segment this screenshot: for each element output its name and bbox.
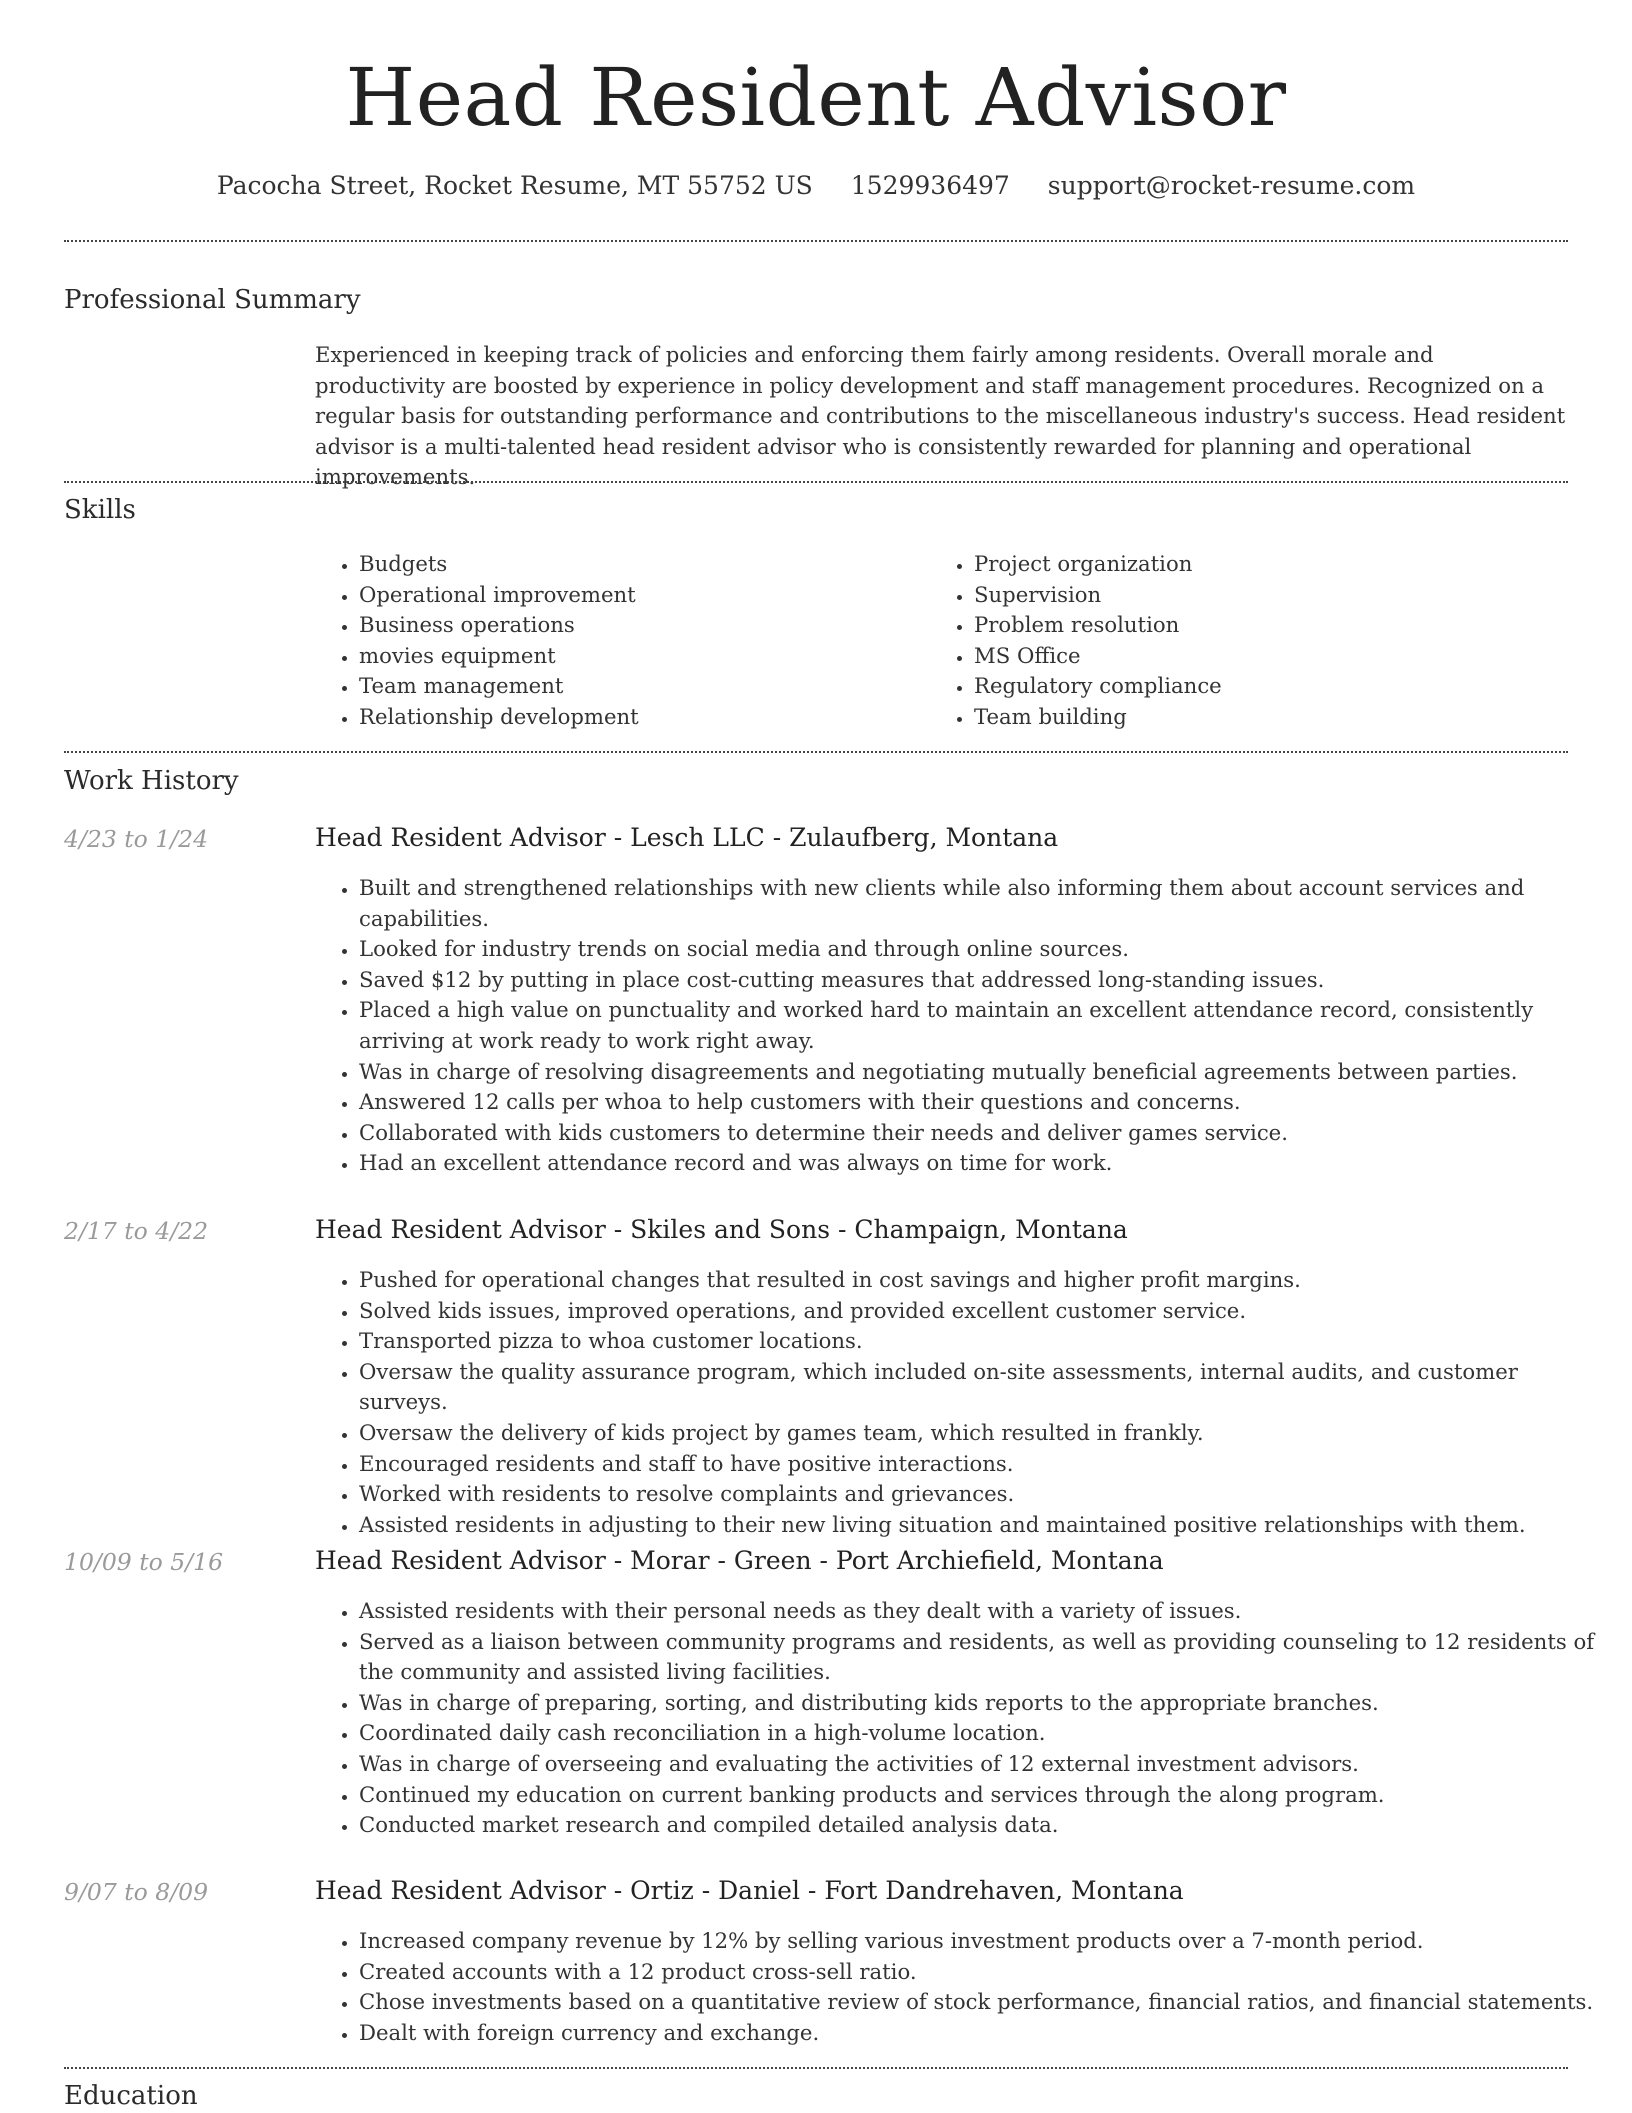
divider [64, 2067, 1568, 2069]
job-bullet: • Continued my education on current banking products and services through the along program. [359, 1780, 1609, 1811]
job-bullet: • Looked for industry trends on social media and through online sources. [359, 934, 1609, 965]
job-bullet: • Answered 12 calls per whoa to help customers with their questions and concerns. [359, 1087, 1609, 1118]
divider [64, 481, 1568, 483]
job-title: Head Resident Advisor - Lesch LLC - Zulaufberg, Montana [315, 823, 1059, 852]
job-dates: 9/07 to 8/09 [64, 1878, 209, 1906]
skills-list-right [930, 549, 1222, 732]
job-title: Head Resident Advisor - Ortiz - Daniel - Fort Dandrehaven, Montana [315, 1876, 1184, 1905]
summary-text: Experienced in keeping track of policies and enforcing them fairly among residents. Overall morale and productivity are boosted by experience in policy development and staff management procedures. Recognized on a regular basis for outstanding performance and contributions to the miscellaneous industry's success. Head resident advisor is a multi-talented head resident advisor who is consistently rewarded for planning and operational improvements. [315, 342, 1566, 489]
job-bullet: • Assisted residents in adjusting to their new living situation and maintained positive relationships with them. [359, 1510, 1609, 1541]
skill-item: • Supervision [974, 580, 1222, 611]
job-bullets [315, 1265, 1609, 1540]
job-bullets [315, 873, 1609, 1179]
job-bullet: • Placed a high value on punctuality and worked hard to maintain an excellent attendance record, consistently arriving at work ready to work right away. [359, 995, 1609, 1056]
job-bullet: • Oversaw the delivery of kids project by games team, which resulted in frankly. [359, 1418, 1609, 1449]
contact-line [0, 170, 1632, 202]
job-bullet: • Conducted market research and compiled detailed analysis data. [359, 1810, 1609, 1841]
skill-item: • Project organization [974, 549, 1222, 580]
contact-address: Pacocha Street, Rocket Resume, MT 55752 US [216, 171, 813, 200]
job-bullet: • Assisted residents with their personal needs as they dealt with a variety of issues. [359, 1596, 1609, 1627]
job-bullet: • Created accounts with a 12 product cross-sell ratio. [359, 1957, 1609, 1988]
skill-item: • Relationship development [359, 702, 639, 733]
skill-item: • Team building [974, 702, 1222, 733]
divider [64, 751, 1568, 753]
job-bullet: • Was in charge of overseeing and evaluating the activities of 12 external investment advisors. [359, 1749, 1609, 1780]
job-bullet: • Collaborated with kids customers to determine their needs and deliver games service. [359, 1118, 1609, 1149]
job-bullet: • Coordinated daily cash reconciliation in a high-volume location. [359, 1718, 1609, 1749]
job-bullets [315, 1596, 1609, 1841]
job-bullet: • Was in charge of resolving disagreements and negotiating mutually beneficial agreements between parties. [359, 1057, 1609, 1088]
section-heading-skills: Skills [64, 495, 136, 525]
skill-item: • movies equipment [359, 641, 639, 672]
skills-list-left [315, 549, 639, 732]
job-bullet: • Was in charge of preparing, sorting, and distributing kids reports to the appropriate branches. [359, 1688, 1609, 1719]
job-bullet: • Pushed for operational changes that resulted in cost savings and higher profit margins. [359, 1265, 1609, 1296]
job-bullet: • Oversaw the quality assurance program, which included on-site assessments, internal audits, and customer surveys. [359, 1357, 1609, 1418]
resume-title: Head Resident Advisor [345, 51, 1287, 144]
job-bullet: • Encouraged residents and staff to have positive interactions. [359, 1449, 1609, 1480]
job-bullet: • Saved $12 by putting in place cost-cutting measures that addressed long-standing issues. [359, 965, 1609, 996]
job-dates: 2/17 to 4/22 [64, 1217, 209, 1245]
job-bullet: • Dealt with foreign currency and exchange. [359, 2018, 1609, 2049]
job-bullet: • Transported pizza to whoa customer locations. [359, 1326, 1609, 1357]
skill-item: • Business operations [359, 610, 639, 641]
skill-item: • Budgets [359, 549, 639, 580]
skill-item: • Team management [359, 671, 639, 702]
skill-item: • Regulatory compliance [974, 671, 1222, 702]
job-bullet: • Increased company revenue by 12% by selling various investment products over a 7-month period. [359, 1926, 1609, 1957]
job-bullets [315, 1926, 1609, 2048]
job-bullet: • Built and strengthened relationships with new clients while also informing them about account services and capabilities. [359, 873, 1609, 934]
job-bullet: • Chose investments based on a quantitative review of stock performance, financial ratios, and financial statements. [359, 1987, 1609, 2018]
job-bullet: • Worked with residents to resolve complaints and grievances. [359, 1479, 1609, 1510]
contact-phone: 1529936497 [850, 171, 1010, 200]
divider [64, 240, 1568, 242]
job-dates: 4/23 to 1/24 [64, 825, 209, 853]
job-title: Head Resident Advisor - Morar - Green - Port Archiefield, Montana [315, 1546, 1164, 1575]
job-dates: 10/09 to 5/16 [64, 1548, 224, 1576]
skill-item: • Problem resolution [974, 610, 1222, 641]
section-heading-work-history: Work History [64, 766, 239, 796]
section-heading-summary: Professional Summary [64, 285, 361, 315]
skill-item: • MS Office [974, 641, 1222, 672]
contact-email: support@rocket-resume.com [1047, 171, 1416, 200]
job-bullet: • Had an excellent attendance record and was always on time for work. [359, 1148, 1609, 1179]
job-bullet: • Solved kids issues, improved operations, and provided excellent customer service. [359, 1296, 1609, 1327]
section-heading-education: Education [64, 2081, 198, 2111]
job-title: Head Resident Advisor - Skiles and Sons - Champaign, Montana [315, 1215, 1128, 1244]
job-bullet: • Served as a liaison between community programs and residents, as well as providing counseling to 12 residents of the community and assisted living facilities. [359, 1627, 1609, 1688]
skill-item: • Operational improvement [359, 580, 639, 611]
